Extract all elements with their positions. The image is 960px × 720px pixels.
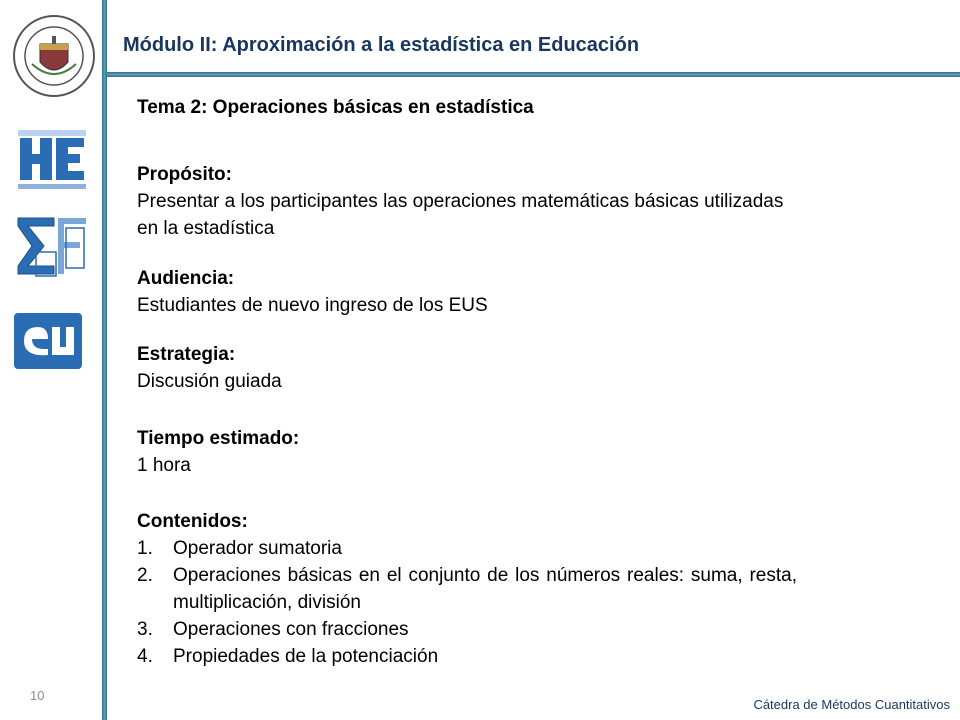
list-item-text: Propiedades de la potenciación <box>173 646 439 667</box>
vertical-divider <box>102 0 107 720</box>
purpose-text: Presentar a los participantes las operaciones matemáticas básicas utilizadas en la estadística <box>137 191 784 239</box>
list-item <box>137 616 797 643</box>
topic-title: Tema 2: Operaciones básicas en estadística <box>137 97 534 118</box>
footer-credit: Cátedra de Métodos Cuantitativos <box>753 697 950 712</box>
eu-logo <box>14 313 82 374</box>
time-section <box>137 425 797 479</box>
purpose-heading: Propósito: <box>137 164 232 185</box>
audience-section <box>137 265 797 319</box>
list-item-text: Operaciones básicas en el conjunto de los números reales: suma, resta, multiplicación, división <box>173 565 797 613</box>
time-text: 1 hora <box>137 455 191 476</box>
audience-heading: Audiencia: <box>137 268 235 289</box>
list-item-number: 3. <box>137 619 153 640</box>
time-heading: Tiempo estimado: <box>137 428 300 449</box>
strategy-text: Discusión guiada <box>137 371 282 392</box>
list-item-number: 4. <box>137 646 153 667</box>
contents-list <box>137 535 797 670</box>
strategy-section <box>137 341 797 395</box>
list-item-text: Operaciones con fracciones <box>173 619 409 640</box>
contents-heading: Contenidos: <box>137 511 248 532</box>
page-number: 10 <box>30 688 45 703</box>
strategy-heading: Estrategia: <box>137 344 236 365</box>
list-item <box>137 643 797 670</box>
module-title: Módulo II: Aproximación a la estadística en Educación <box>123 34 640 56</box>
ese-logo <box>14 212 92 287</box>
contents-section <box>137 508 797 670</box>
purpose-section <box>137 161 797 242</box>
list-item <box>137 535 797 562</box>
list-item-number: 1. <box>137 538 153 559</box>
header-divider <box>107 72 960 77</box>
audience-text: Estudiantes de nuevo ingreso de los EUS <box>137 295 488 316</box>
ucv-seal-logo <box>12 14 96 103</box>
fhe-logo <box>16 128 88 197</box>
list-item <box>137 562 797 616</box>
list-item-text: Operador sumatoria <box>173 538 342 559</box>
list-item-number: 2. <box>137 565 153 586</box>
